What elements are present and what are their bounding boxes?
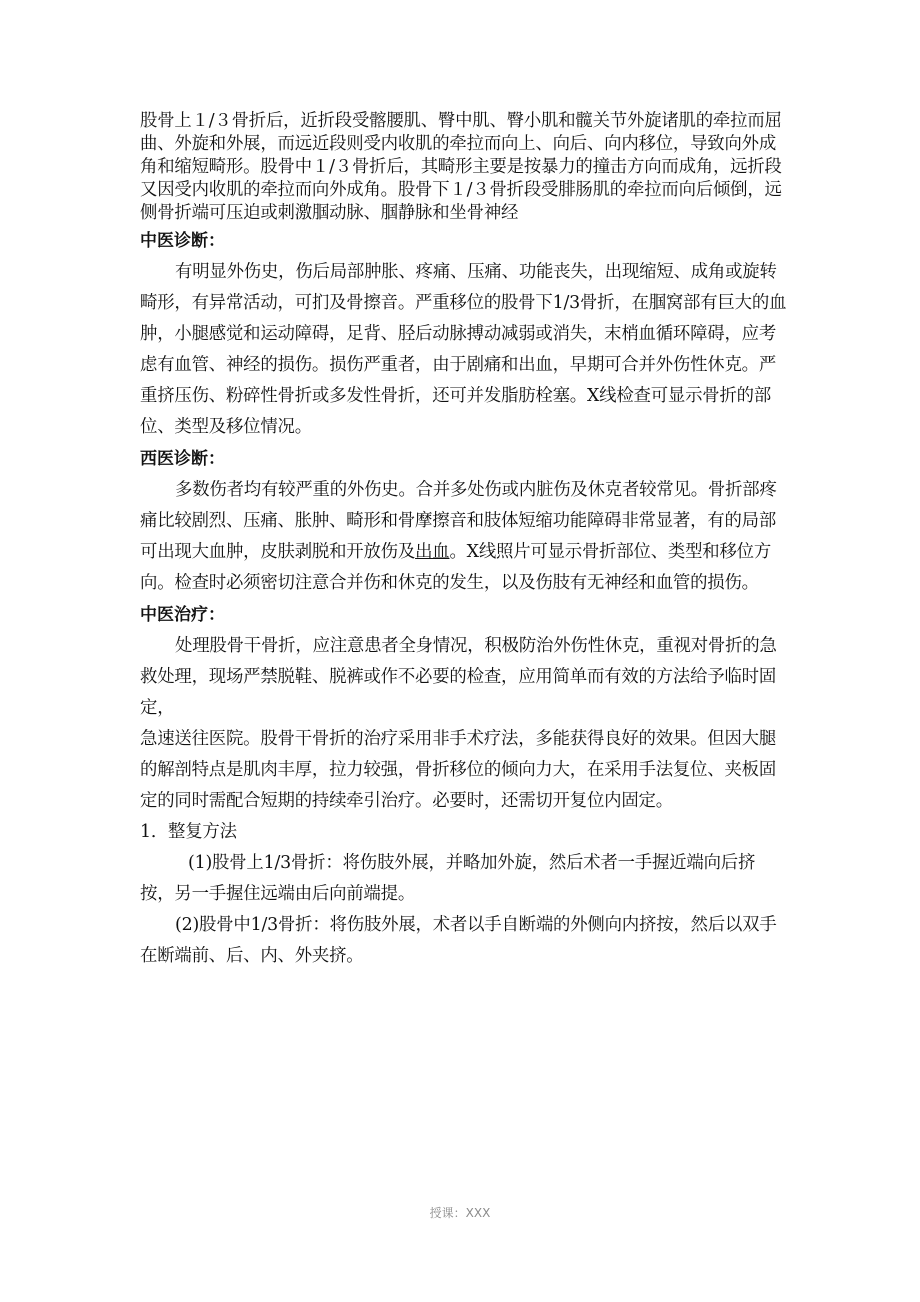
- western-diagnosis-heading: 西医诊断：: [140, 449, 225, 469]
- western-diagnosis-paragraph: [140, 475, 788, 599]
- tcm-treatment-heading: 中医治疗：: [140, 605, 225, 625]
- page-footer: 授课：XXX: [429, 1206, 491, 1220]
- bleeding-link[interactable]: 出血: [415, 542, 450, 562]
- reduction-item-1: (1)股骨上1/3骨折：将伤肢外展，并略加外旋，然后术者一手握近端向后挤按，另一手握住远端由后向前端提。: [140, 853, 756, 904]
- tcm-treatment-paragraph-2: 急速送往医院。股骨干骨折的治疗采用非手术疗法，多能获得良好的效果。但因大腿的解剖特点是肌肉丰厚，拉力较强，骨折移位的倾向力大，在采用手法复位、夹板固定的同时需配合短期的持续牵引治疗。必要时，还需切开复位内固定。: [140, 729, 777, 811]
- western-diagnosis-text-1: 多数伤者均有较严重的外伤史。合并多处伤或内脏伤及休克者较常见。骨折部疼痛比较剧烈、压痛、胀肿、畸形和骨摩擦音和肢体短缩功能障碍非常显著，有的局部可出现大血肿，皮肤剥脱和开放伤及: [140, 480, 777, 562]
- intro-paragraph: 股骨上１/３骨折后，近折段受髂腰肌、臀中肌、臀小肌和髋关节外旋诸肌的牵拉而屈曲、外旋和外展，而远近段则受内收肌的牵拉而向上、向后、向内移位，导致向外成角和缩短畸形。股骨中１/３骨折后，其畸形主要是按暴力的撞击方向而成角，远折段又因受内收肌的牵拉而向外成角。股骨下１/３骨折段受腓肠肌的牵拉而向后倾倒，远侧骨折端可压迫或刺激腘动脉、腘静脉和坐骨神经: [140, 111, 782, 223]
- document-body: [140, 110, 788, 972]
- western-diagnosis-text-2: 。X线照片可显示骨折部位、类型和移位方向。检查时必须密切注意合并伤和休克的发生，以及伤肢有无神经和血管的损伤。: [140, 542, 772, 593]
- tcm-treatment-paragraph-1: 处理股骨干骨折，应注意患者全身情况，积极防治外伤性休克，重视对骨折的急救处理，现场严禁脱鞋、脱裤或作不必要的检查，应用简单而有效的方法给予临时固定，: [140, 636, 777, 718]
- tcm-diagnosis-heading: 中医诊断：: [140, 231, 225, 251]
- tcm-diagnosis-paragraph: 有明显外伤史，伤后局部肿胀、疼痛、压痛、功能丧失，出现缩短、成角或旋转畸形，有异常活动，可扪及骨擦音。严重移位的股骨下1/3骨折，在腘窝部有巨大的血肿，小腿感觉和运动障碍，足背、胫后动脉搏动减弱或消失，末梢血循环障碍，应考虑有血管、神经的损伤。损伤严重者，由于剧痛和出血，早期可合并外伤性休克。严重挤压伤、粉碎性骨折或多发性骨折，还可并发脂肪栓塞。X线检查可显示骨折的部位、类型及移位情况。: [140, 262, 787, 437]
- reduction-item-2: (2)股骨中1/3骨折：将伤肢外展，术者以手自断端的外侧向内挤按，然后以双手在断端前、后、内、外夹挤。: [140, 915, 777, 966]
- reduction-method-subheading: 1．整复方法: [140, 822, 237, 842]
